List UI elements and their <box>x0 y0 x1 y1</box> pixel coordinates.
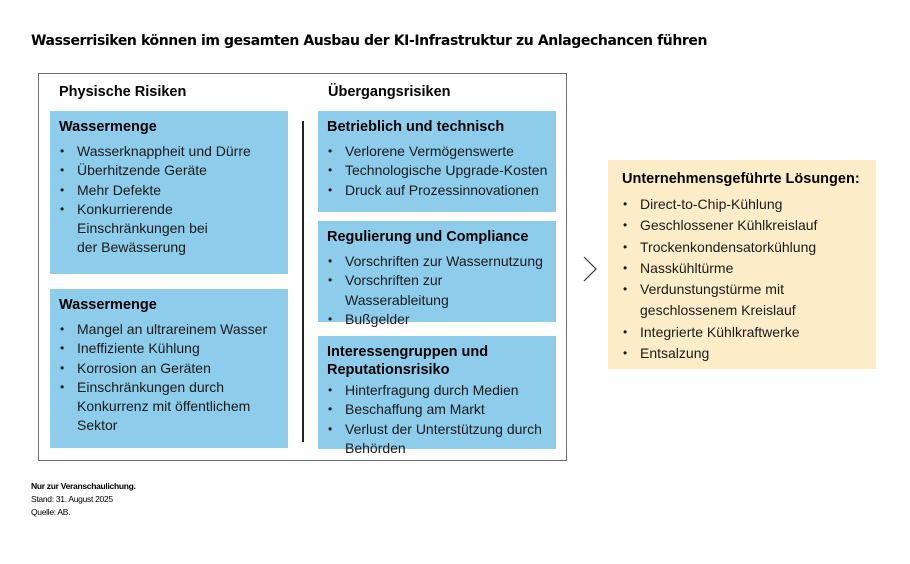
physical-risk-box-water-quality <box>50 289 288 448</box>
list-item: • Vorschriften zur Wasserableitung <box>327 271 548 310</box>
page-title: Wasserrisiken können im gesamten Ausbau der KI-Infrastruktur zu Anlagechancen führen <box>31 33 708 49</box>
solutions-list <box>622 194 870 364</box>
box-title: Regulierung und Compliance <box>327 229 529 245</box>
box-title: Wassermenge <box>59 119 157 135</box>
risk-list <box>59 142 280 258</box>
risk-list <box>327 381 548 458</box>
footnote-source: Quelle: AB. <box>31 507 71 517</box>
box-title: Betrieblich und technisch <box>327 119 505 135</box>
box-title: Wassermenge <box>59 297 157 313</box>
list-item: • Konkurrierende Einschränkungen bei der Bewässerung <box>59 200 227 258</box>
solutions-title: Unternehmensgeführte Lösungen: <box>622 171 860 187</box>
list-item: • Entsalzung <box>622 343 870 364</box>
list-item: • Wasserknappheit und Dürre <box>59 142 280 161</box>
list-item: • Beschaffung am Markt <box>327 400 548 419</box>
list-item: • Mangel an ultrareinem Wasser <box>59 320 280 339</box>
physical-risks-heading: Physische Risiken <box>59 84 187 100</box>
list-item: • Nasskühltürme <box>622 258 870 279</box>
list-item: • Direct-to-Chip-Kühlung <box>622 194 870 215</box>
list-item: • Verdunstungstürme mit geschlossenem Kreislauf <box>622 279 830 322</box>
physical-risk-box-water-quantity <box>50 111 288 274</box>
chevron-right-icon <box>582 255 598 283</box>
risk-list <box>59 320 280 436</box>
list-item: • Bußgelder <box>327 310 548 329</box>
list-item: • Integrierte Kühlkraftwerke <box>622 322 870 343</box>
list-item: • Korrosion an Geräten <box>59 359 280 378</box>
list-item: • Vorschriften zur Wassernutzung <box>327 252 548 271</box>
column-divider <box>302 121 304 442</box>
list-item: • Druck auf Prozessinnovationen <box>327 181 548 200</box>
list-item: • Mehr Defekte <box>59 181 280 200</box>
list-item: • Ineffiziente Kühlung <box>59 339 280 358</box>
transition-risk-box-operational <box>318 111 556 212</box>
list-item: • Hinterfragung durch Medien <box>327 381 548 400</box>
risk-list <box>327 252 548 329</box>
list-item: • Verlorene Vermögenswerte <box>327 142 548 161</box>
list-item: • Trockenkondensatorkühlung <box>622 237 870 258</box>
footnote-date: Stand: 31. August 2025 <box>31 494 113 504</box>
list-item: • Technologische Upgrade-Kosten <box>327 161 548 180</box>
box-title: Interessengruppen und Reputationsrisiko <box>327 344 489 378</box>
transition-risk-box-regulation <box>318 221 556 327</box>
list-item: • Überhitzende Geräte <box>59 161 280 180</box>
solutions-box <box>608 160 876 369</box>
list-item: • Geschlossener Kühlkreislauf <box>622 215 870 236</box>
transition-risk-box-reputation <box>318 336 556 456</box>
risk-list <box>327 142 548 200</box>
transition-risks-heading: Übergangsrisiken <box>328 84 451 100</box>
footnote-illustration: Nur zur Veranschaulichung. <box>31 481 136 491</box>
list-item: • Verlust der Unterstützung durch Behörden <box>327 420 548 459</box>
list-item: • Einschränkungen durch Konkurrenz mit öffentlichem Sektor <box>59 378 267 436</box>
